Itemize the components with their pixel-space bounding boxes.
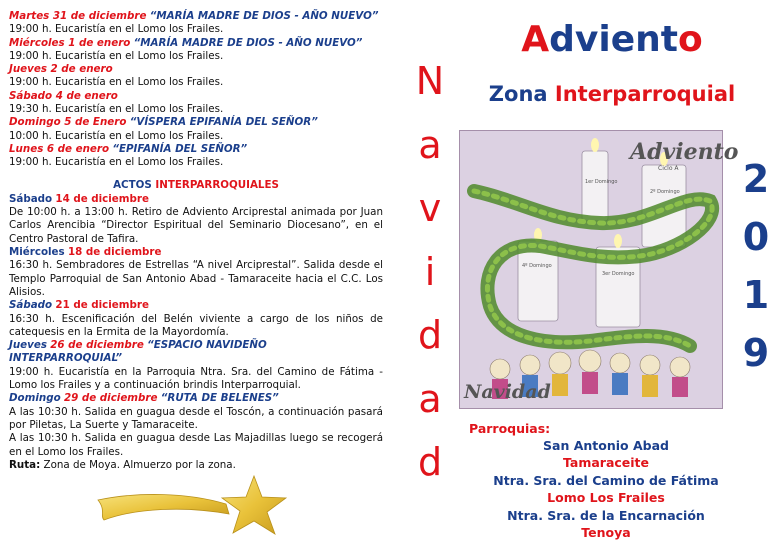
advent-poster-image: [459, 130, 739, 409]
schedule-title: “MARÍA MADRE DE DIOS - AÑO NUEVO”: [133, 36, 363, 49]
year-digit: 2: [742, 157, 770, 201]
navidad-letter: a: [418, 122, 442, 167]
acto-text: 19:00 h. Eucaristía en la Parroquia Ntra. Sra. del Camino de Fátima - Lomo los Frailes y a continuación brindis Interparroquial.: [9, 365, 383, 392]
schedule-date: Martes 31 de diciembre: [9, 10, 147, 22]
year-digit: 9: [742, 331, 770, 375]
year-vertical: [742, 150, 770, 382]
schedule-date: Jueves 2 de enero: [9, 63, 113, 76]
parroquia-item: Lomo Los Frailes: [547, 490, 665, 506]
parroquia-item: Ntra. Sra. del Camino de Fátima: [493, 472, 719, 488]
parroquia-item: Tenoya: [581, 525, 631, 541]
ruta-label: Ruta:: [9, 458, 41, 471]
schedule-date: Domingo 5 de Enero: [9, 116, 127, 129]
zona-subtitle: Zona Interparroquial: [488, 82, 736, 106]
poster-subtitle: Ciclo A: [658, 165, 679, 172]
navidad-letter: a: [418, 376, 442, 421]
schedule-date: Miércoles 1 de enero: [9, 36, 131, 49]
schedule-date: Sábado 4 de enero: [9, 89, 118, 102]
poster-card-label: 2º Domingo: [650, 189, 680, 195]
schedule-title: “MARÍA MADRE DE DIOS - AÑO NUEVO”: [149, 10, 379, 22]
schedule-title: “VÍSPERA EPIFANÍA DEL SEÑOR”: [129, 116, 318, 129]
shooting-star-icon: [96, 470, 296, 540]
acto-date: 14 de diciembre: [55, 192, 149, 205]
poster-card-label: 3er Domingo: [602, 271, 635, 277]
acto-day: Jueves: [9, 339, 47, 352]
schedule-text: 19:30 h. Eucaristía en el Lomo los Frailes.: [9, 103, 224, 116]
acto-day: Sábado: [9, 299, 53, 312]
ruta-text: Zona de Moya. Almuerzo por la zona.: [43, 458, 236, 471]
year-digit: 1: [742, 273, 770, 317]
parroquias-list: [466, 437, 746, 541]
acto-text: 16:30 h. Escenificación del Belén viviente a cargo de los niños de catequesis en la Ermita de la Mayordomía.: [9, 312, 383, 338]
schedule-text: 10:00 h. Eucaristía en el Lomo los Frailes.: [9, 129, 224, 142]
acto-title: “RUTA DE BELENES”: [160, 392, 279, 405]
acto-text: 16:30 h. Sembradores de Estrellas “A nivel Arciprestal”. Salida desde el Templo Parroquial de San Antonio Abad - Tamaraceite hacia el C.C. Los Alisios.: [9, 259, 383, 298]
schedule-text: 19:00 h. Eucaristía en el Lomo los Frailes.: [9, 49, 224, 62]
acto-date: 29 de diciembre: [63, 392, 158, 405]
left-column: [9, 10, 383, 472]
navidad-letter: v: [418, 186, 442, 230]
parroquia-item: Ntra. Sra. de la Encarnación: [507, 507, 705, 523]
acto-date: 26 de diciembre: [50, 339, 144, 352]
page-title: Adviento: [521, 19, 703, 60]
acto-day: Miércoles: [9, 246, 65, 259]
poster-title: Adviento: [630, 139, 739, 165]
schedule-text: 19:00 h. Eucaristía en el Lomo los Frailes.: [9, 156, 224, 169]
acto-text: A las 10:30 h. Salida en guagua desde Las Majadillas luego se recogerá en el Lomo los Frailes.: [9, 432, 383, 458]
parroquia-item: Tamaraceite: [562, 455, 650, 471]
acto-text: A las 10:30 h. Salida en guagua desde el Toscón, a continuación pasará por Piletas, La Suerte y Tamaraceite.: [9, 405, 383, 431]
acto-date: 18 de diciembre: [67, 246, 162, 259]
navidad-letter: d: [417, 313, 443, 357]
actos-heading: ACTOS INTERPARROQUIALES: [113, 178, 279, 191]
acto-date: 21 de diciembre: [55, 299, 149, 312]
year-digit: 0: [742, 215, 770, 259]
poster-footer: Navidad: [464, 381, 551, 403]
poster-card-label: 1er Domingo: [585, 179, 618, 185]
parroquias-label: Parroquias:: [469, 421, 551, 436]
acto-day: Sábado: [9, 192, 53, 205]
acto-text: De 10:00 h. a 13:00 h. Retiro de Adviento Arciprestal animada por Juan Carlos Arencibia “Director Espiritual del Seminario Diocesano”, en el Centro Pastoral de Tafira.: [9, 206, 383, 245]
schedule-text: 19:00 h. Eucaristía en el Lomo los Frailes.: [9, 23, 224, 36]
navidad-vertical-word: [412, 50, 448, 495]
navidad-letter: N: [415, 59, 445, 103]
schedule-date: Lunes 6 de enero: [9, 142, 110, 155]
acto-day: Domingo: [9, 392, 61, 405]
navidad-letter: d: [417, 440, 443, 484]
poster-card-label: 4º Domingo: [522, 263, 552, 269]
schedule-text: 19:00 h. Eucaristía en el Lomo los Frailes.: [9, 76, 224, 89]
parroquia-item: San Antonio Abad: [543, 438, 669, 453]
navidad-letter: i: [424, 249, 436, 294]
schedule-title: “EPIFANÍA DEL SEÑOR”: [112, 142, 248, 155]
acto-title: “ESPACIO NAVIDEÑO INTERPARROQUIAL”: [9, 339, 267, 365]
